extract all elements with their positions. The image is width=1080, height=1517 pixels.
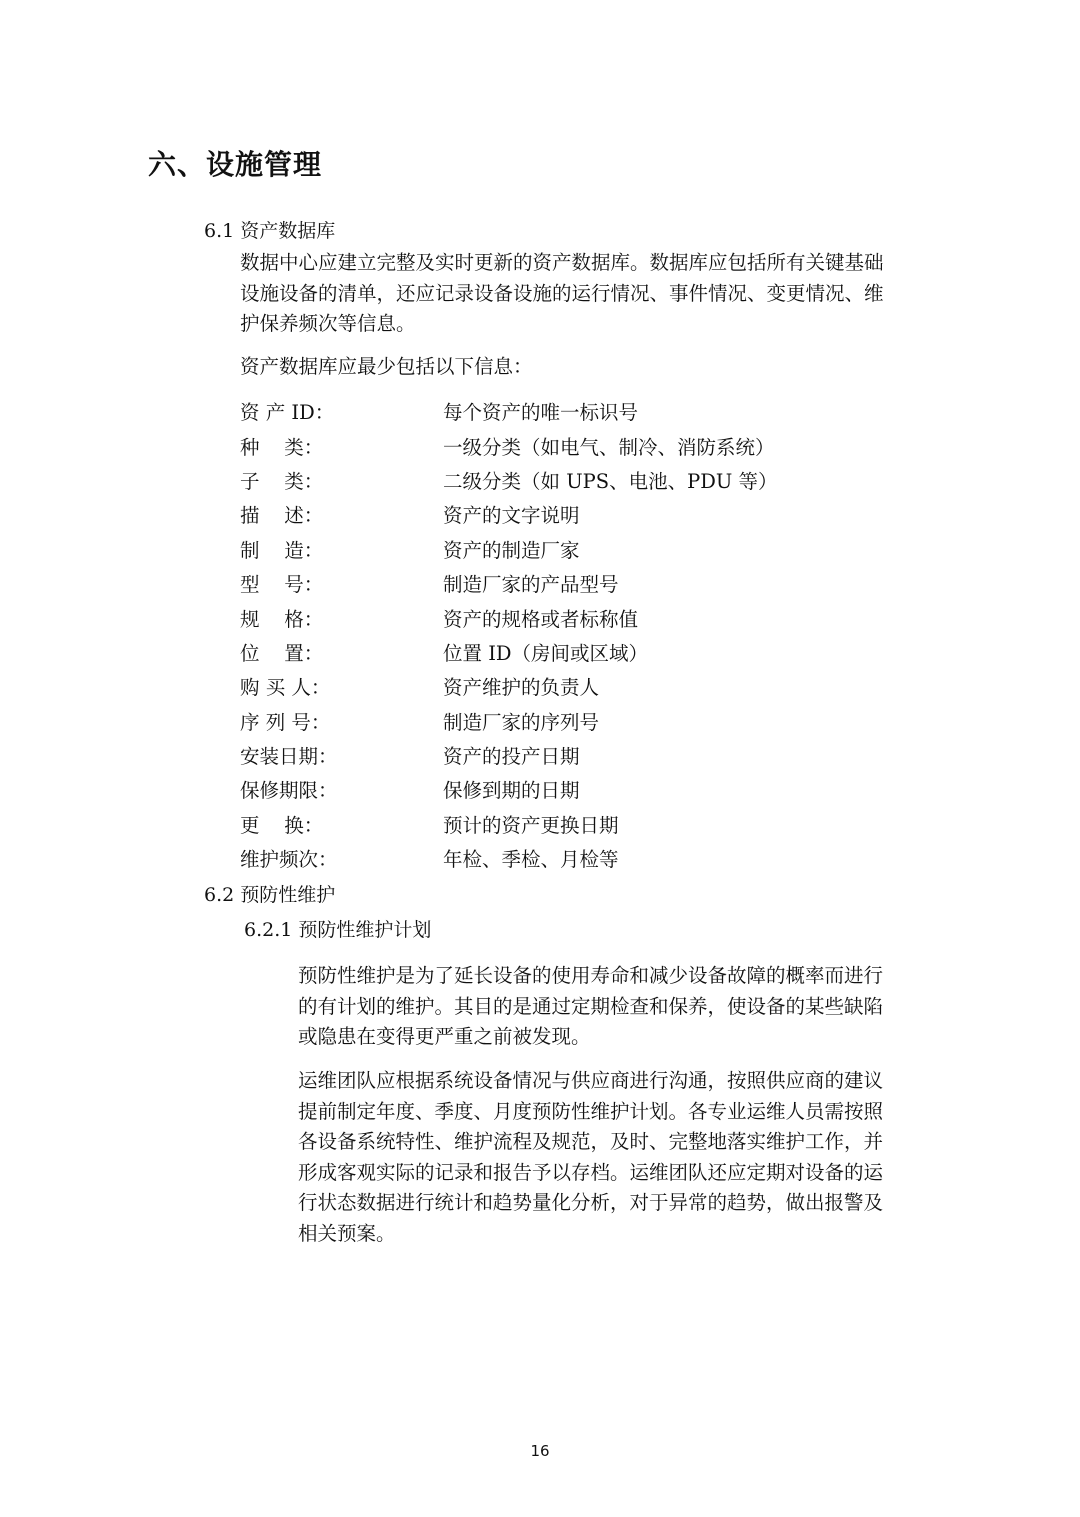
field-row [240, 463, 860, 497]
field-description: 资产的制造厂家 [443, 538, 580, 562]
field-description: 预计的资产更换日期 [443, 813, 619, 837]
field-label: 描 述： [240, 504, 324, 528]
section-6-1-intro [240, 248, 935, 340]
field-label: 维护频次： [240, 848, 338, 872]
field-row [240, 635, 860, 669]
field-description: 位置 ID（房间或区域） [443, 641, 649, 665]
field-description: 每个资产的唯一标识号 [443, 401, 639, 425]
field-row [240, 600, 860, 634]
field-label: 购 买 人： [240, 676, 331, 700]
field-label: 更 换： [240, 813, 324, 837]
field-label: 规 格： [240, 607, 324, 631]
field-label: 子 类： [240, 469, 324, 493]
field-row [240, 738, 860, 772]
paragraph-line: 数据中心应建立完整及实时更新的资产数据库。数据库应包括所有关键基础 [240, 251, 884, 274]
paragraph-line: 提前制定年度、季度、月度预防性维护计划。各专业运维人员需按照 [298, 1099, 884, 1123]
subsection-heading-6-2-1: 6.2.1 预防性维护计划 [244, 919, 432, 941]
page-number: 16 [530, 1442, 550, 1460]
field-label: 资 产 ID： [240, 401, 335, 425]
field-description: 资产的文字说明 [443, 504, 580, 528]
field-list-intro: 资产数据库应最少包括以下信息： [240, 355, 533, 378]
section-6-2-1-paragraph-1 [298, 961, 935, 1053]
paragraph-line: 预防性维护是为了延长设备的使用寿命和减少设备故障的概率而进行 [298, 964, 884, 987]
paragraph-line: 各设备系统特性、维护流程及规范，及时、完整地落实维护工作，并 [298, 1130, 884, 1153]
paragraph-line: 行状态数据进行统计和趋势量化分析，对于异常的趋势，做出报警及 [298, 1191, 884, 1214]
field-row [240, 497, 860, 531]
field-description: 资产的规格或者标称值 [443, 607, 639, 631]
field-row [240, 841, 860, 875]
field-row [240, 566, 860, 600]
field-row [240, 532, 860, 566]
paragraph-line: 设施设备的清单，还应记录设备设施的运行情况、事件情况、变更情况、维 [240, 281, 884, 305]
field-description: 资产的投产日期 [443, 745, 580, 769]
field-label: 序 列 号： [240, 710, 331, 734]
paragraph-line: 形成客观实际的记录和报告予以存档。运维团队还应定期对设备的运 [298, 1160, 884, 1184]
field-description: 二级分类（如 UPS、电池、PDU 等） [443, 469, 778, 493]
paragraph-line: 或隐患在变得更严重之前被发现。 [298, 1025, 591, 1048]
field-row [240, 669, 860, 703]
field-label: 保修期限： [240, 779, 338, 803]
field-label: 制 造： [240, 538, 324, 562]
section-heading-6-2: 6.2 预防性维护 [204, 884, 336, 906]
paragraph-line: 运维团队应根据系统设备情况与供应商进行沟通，按照供应商的建议 [298, 1069, 884, 1092]
paragraph-line: 相关预案。 [298, 1221, 396, 1245]
asset-field-list [240, 394, 860, 875]
chapter-title: 六、设施管理 [148, 148, 323, 181]
field-description: 一级分类（如电气、制冷、消防系统） [443, 435, 775, 459]
section-heading-6-1: 6.1 资产数据库 [204, 220, 336, 242]
field-description: 年检、季检、月检等 [443, 848, 619, 872]
field-description: 保修到期的日期 [443, 779, 580, 803]
field-label: 安装日期： [240, 745, 338, 769]
field-description: 制造厂家的产品型号 [443, 573, 619, 597]
field-row [240, 807, 860, 841]
paragraph-line: 的有计划的维护。其目的是通过定期检查和保养，使设备的某些缺陷 [298, 994, 884, 1018]
field-description: 制造厂家的序列号 [443, 710, 600, 734]
field-row [240, 772, 860, 806]
field-label: 型 号： [240, 573, 324, 597]
field-row [240, 428, 860, 462]
field-label: 种 类： [240, 435, 324, 459]
paragraph-line: 护保养频次等信息。 [240, 312, 416, 335]
section-6-2-1-paragraph-2 [298, 1066, 935, 1249]
field-row [240, 704, 860, 738]
field-label: 位 置： [240, 641, 324, 665]
field-description: 资产维护的负责人 [443, 676, 600, 700]
field-row [240, 394, 860, 428]
